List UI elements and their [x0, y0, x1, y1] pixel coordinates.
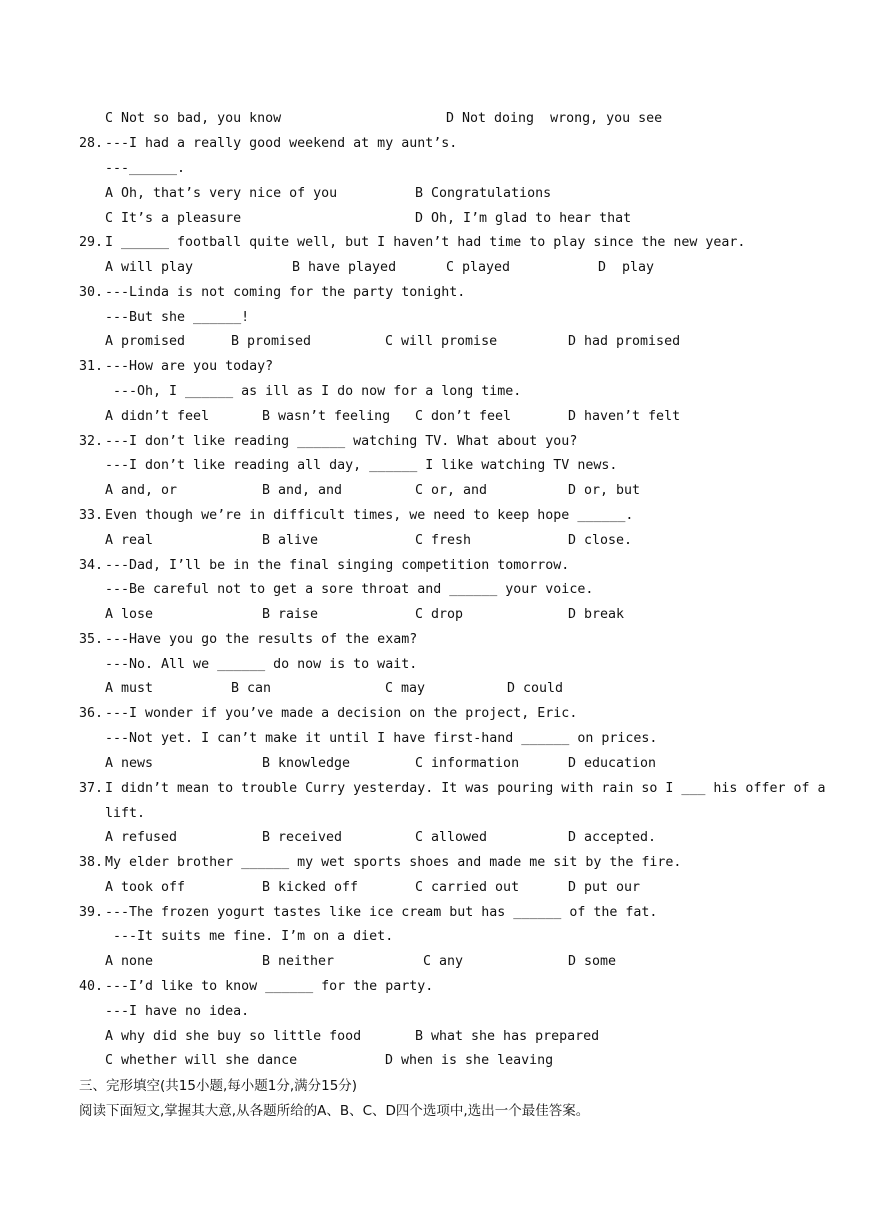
option-a: A must [105, 681, 154, 696]
option-a: A lose [105, 607, 154, 622]
option-a: A real [105, 533, 154, 548]
option-a: A none [105, 954, 154, 969]
option-b: B and, and [262, 483, 343, 498]
option-c: C carried out [415, 880, 520, 895]
question-stem: ---Dad, I’ll be in the final singing competition tomorrow. [105, 558, 570, 573]
question-stem-line2: ---I don’t like reading all day, ______ I like watching TV news. [105, 458, 618, 473]
option-d: D accepted. [568, 830, 657, 845]
option-b: B raise [262, 607, 319, 622]
option-c: C played [446, 260, 511, 275]
option-d: D had promised [568, 334, 681, 349]
option-d: D education [568, 756, 657, 771]
question-number: 39. [79, 905, 104, 920]
question-stem: ---I had a really good weekend at my aunt’s. [105, 136, 458, 151]
option-b: B can [231, 681, 272, 696]
question-stem-line2: ---Not yet. I can’t make it until I have first-hand ______ on prices. [105, 731, 658, 746]
option-b: B have played [292, 260, 397, 275]
option-b: B knowledge [262, 756, 351, 771]
option-b: B neither [262, 954, 335, 969]
option-b: B kicked off [262, 880, 359, 895]
question-number: 28. [79, 136, 104, 151]
option-d: D put our [568, 880, 641, 895]
option-b: B received [262, 830, 343, 845]
option-a: A news [105, 756, 154, 771]
question-stem-line2: ---Be careful not to get a sore throat and ______ your voice. [105, 582, 594, 597]
question-stem: ---I’d like to know ______ for the party. [105, 979, 434, 994]
option-d: D could [507, 681, 564, 696]
question-number: 37. [79, 781, 104, 796]
question-stem-line2: ---I have no idea. [105, 1004, 250, 1019]
question-number: 40. [79, 979, 104, 994]
option-c: C Not so bad, you know [105, 111, 282, 126]
option-c: C fresh [415, 533, 472, 548]
option-d: D haven’t felt [568, 409, 681, 424]
option-a: A Oh, that’s very nice of you [105, 186, 338, 201]
option-b: B wasn’t feeling [262, 409, 391, 424]
option-c: C may [385, 681, 426, 696]
option-b: B what she has prepared [415, 1029, 600, 1044]
question-stem: ---Have you go the results of the exam? [105, 632, 418, 647]
option-a: A will play [105, 260, 194, 275]
option-d: D or, but [568, 483, 641, 498]
section-instruction: 阅读下面短文,掌握其大意,从各题所给的A、B、C、D四个选项中,选出一个最佳答案。 [79, 1103, 590, 1119]
option-b: B promised [231, 334, 312, 349]
option-d: D when is she leaving [385, 1053, 554, 1068]
option-a: A refused [105, 830, 178, 845]
section-title: 三、完形填空(共15小题,每小题1分,满分15分) [79, 1078, 358, 1094]
question-stem: My elder brother ______ my wet sports shoes and made me sit by the fire. [105, 855, 682, 870]
option-c: C drop [415, 607, 464, 622]
option-b: B alive [262, 533, 319, 548]
question-stem-line2: ---But she ______! [105, 310, 250, 325]
option-a: A took off [105, 880, 186, 895]
option-c: C information [415, 756, 520, 771]
option-d: D Not doing wrong, you see [446, 111, 663, 126]
option-c: C will promise [385, 334, 498, 349]
question-stem: I ______ football quite well, but I haven’t had time to play since the new year. [105, 235, 746, 250]
option-d: D close. [568, 533, 633, 548]
question-stem-line2: ---______. [105, 161, 186, 176]
question-number: 31. [79, 359, 104, 374]
question-stem: ---The frozen yogurt tastes like ice cream but has ______ of the fat. [105, 905, 658, 920]
question-stem: ---I don’t like reading ______ watching TV. What about you? [105, 434, 578, 449]
option-d: D some [568, 954, 617, 969]
question-number: 36. [79, 706, 104, 721]
question-number: 33. [79, 508, 104, 523]
option-a: A promised [105, 334, 186, 349]
option-c: C It’s a pleasure [105, 211, 242, 226]
option-c: C any [423, 954, 464, 969]
question-stem: I didn’t mean to trouble Curry yesterday. It was pouring with rain so I ___ his offer of a [105, 781, 826, 796]
option-a: A why did she buy so little food [105, 1029, 362, 1044]
question-number: 34. [79, 558, 104, 573]
option-c: C whether will she dance [105, 1053, 298, 1068]
option-c: C don’t feel [415, 409, 512, 424]
question-stem: ---How are you today? [105, 359, 274, 374]
option-a: A and, or [105, 483, 178, 498]
question-stem-line2: lift. [105, 806, 146, 821]
question-stem: ---I wonder if you’ve made a decision on the project, Eric. [105, 706, 578, 721]
option-b: B Congratulations [415, 186, 552, 201]
question-stem: ---Linda is not coming for the party tonight. [105, 285, 466, 300]
question-stem-line2: ---It suits me fine. I’m on a diet. [105, 929, 394, 944]
question-number: 32. [79, 434, 104, 449]
question-stem: Even though we’re in difficult times, we need to keep hope ______. [105, 508, 634, 523]
question-number: 38. [79, 855, 104, 870]
option-d: D play [598, 260, 655, 275]
option-a: A didn’t feel [105, 409, 210, 424]
question-number: 30. [79, 285, 104, 300]
question-stem-line2: ---No. All we ______ do now is to wait. [105, 657, 418, 672]
question-number: 35. [79, 632, 104, 647]
question-number: 29. [79, 235, 104, 250]
option-d: D break [568, 607, 625, 622]
question-stem-line2: ---Oh, I ______ as ill as I do now for a long time. [105, 384, 522, 399]
option-c: C or, and [415, 483, 488, 498]
option-d: D Oh, I’m glad to hear that [415, 211, 632, 226]
option-c: C allowed [415, 830, 488, 845]
